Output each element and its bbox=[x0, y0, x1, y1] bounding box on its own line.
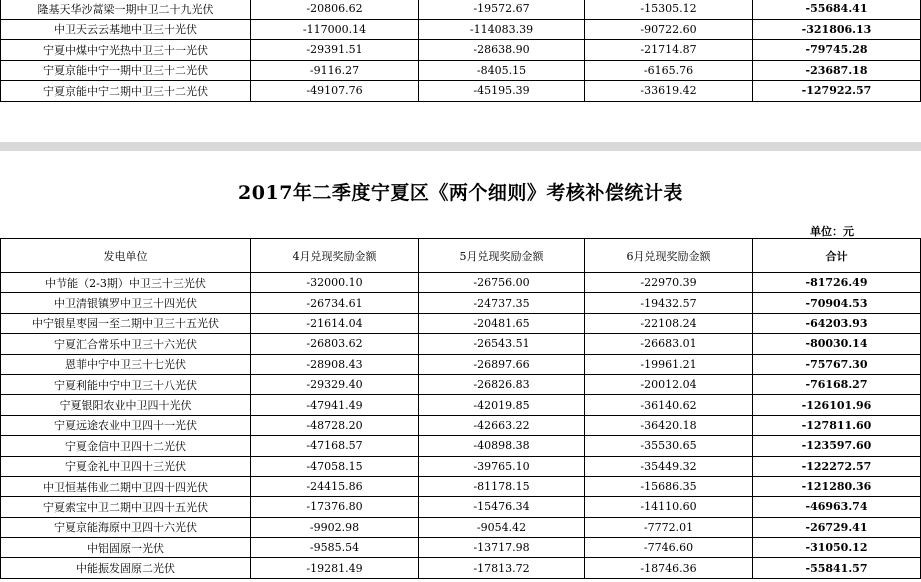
cell-may: -42019.85 bbox=[419, 395, 585, 415]
cell-total: -26729.41 bbox=[753, 517, 921, 537]
header-may: 5月兑现奖励金额 bbox=[419, 239, 585, 273]
cell-april: -17376.80 bbox=[251, 497, 419, 517]
cell-april: -9585.54 bbox=[251, 538, 419, 558]
cell-total: -55684.41 bbox=[753, 0, 921, 19]
cell-total: -121280.36 bbox=[753, 476, 921, 496]
table-row bbox=[1, 354, 921, 374]
cell-may: -114083.39 bbox=[419, 19, 585, 40]
cell-unit: 宁夏京能中宁二期中卫三十二光伏 bbox=[1, 81, 251, 102]
cell-may: -40898.38 bbox=[419, 436, 585, 456]
cell-unit: 宁夏京能中宁一期中卫三十二光伏 bbox=[1, 60, 251, 81]
header-row bbox=[1, 239, 921, 273]
cell-total: -79745.28 bbox=[753, 40, 921, 61]
cell-may: -81178.15 bbox=[419, 476, 585, 496]
cell-unit: 中铝固原一光伏 bbox=[1, 538, 251, 558]
table-title: 2017年二季度宁夏区《两个细则》考核补偿统计表 bbox=[238, 182, 683, 204]
table-row bbox=[1, 0, 921, 19]
table-row bbox=[1, 81, 921, 102]
cell-may: -8405.15 bbox=[419, 60, 585, 81]
cell-total: -123597.60 bbox=[753, 436, 921, 456]
cell-total: -76168.27 bbox=[753, 374, 921, 394]
cell-total: -31050.12 bbox=[753, 538, 921, 558]
cell-may: -9054.42 bbox=[419, 517, 585, 537]
cell-april: -47058.15 bbox=[251, 456, 419, 476]
cell-june: -15305.12 bbox=[585, 0, 753, 19]
compensation-table bbox=[0, 238, 921, 579]
table-row bbox=[1, 476, 921, 496]
cell-june: -7746.60 bbox=[585, 538, 753, 558]
cell-june: -36140.62 bbox=[585, 395, 753, 415]
cell-april: -47168.57 bbox=[251, 436, 419, 456]
table-row bbox=[1, 313, 921, 333]
cell-june: -90722.60 bbox=[585, 19, 753, 40]
cell-unit: 宁夏远途农业中卫四十一光伏 bbox=[1, 415, 251, 435]
cell-june: -22108.24 bbox=[585, 313, 753, 333]
cell-may: -26826.83 bbox=[419, 374, 585, 394]
cell-june: -22970.39 bbox=[585, 273, 753, 293]
header-total: 合计 bbox=[753, 239, 921, 273]
cell-unit: 中卫天云云基地中卫三十光伏 bbox=[1, 19, 251, 40]
cell-unit: 中宁银星枣园一至二期中卫三十五光伏 bbox=[1, 313, 251, 333]
table-row bbox=[1, 334, 921, 354]
cell-unit: 中能振发固原二光伏 bbox=[1, 558, 251, 578]
cell-unit: 恩菲中宁中卫三十七光伏 bbox=[1, 354, 251, 374]
cell-june: -18746.36 bbox=[585, 558, 753, 578]
cell-unit: 宁夏金礼中卫四十三光伏 bbox=[1, 456, 251, 476]
cell-unit: 宁夏京能海原中卫四十六光伏 bbox=[1, 517, 251, 537]
cell-june: -33619.42 bbox=[585, 81, 753, 102]
cell-unit: 中节能（2-3期）中卫三十三光伏 bbox=[1, 273, 251, 293]
cell-april: -29391.51 bbox=[251, 40, 419, 61]
cell-june: -35449.32 bbox=[585, 456, 753, 476]
cell-may: -26756.00 bbox=[419, 273, 585, 293]
cell-april: -47941.49 bbox=[251, 395, 419, 415]
table-row bbox=[1, 374, 921, 394]
cell-april: -28908.43 bbox=[251, 354, 419, 374]
cell-june: -7772.01 bbox=[585, 517, 753, 537]
cell-june: -36420.18 bbox=[585, 415, 753, 435]
cell-may: -42663.22 bbox=[419, 415, 585, 435]
cell-unit: 宁夏利能中宁中卫三十八光伏 bbox=[1, 374, 251, 394]
cell-april: -32000.10 bbox=[251, 273, 419, 293]
cell-april: -9116.27 bbox=[251, 60, 419, 81]
cell-total: -126101.96 bbox=[753, 395, 921, 415]
cell-june: -14110.60 bbox=[585, 497, 753, 517]
cell-june: -21714.87 bbox=[585, 40, 753, 61]
table-row bbox=[1, 415, 921, 435]
cell-may: -24737.35 bbox=[419, 293, 585, 313]
table-row bbox=[1, 538, 921, 558]
table-row bbox=[1, 456, 921, 476]
previous-table-fragment bbox=[0, 0, 921, 102]
cell-june: -6165.76 bbox=[585, 60, 753, 81]
cell-unit: 中卫恒基伟业二期中卫四十四光伏 bbox=[1, 476, 251, 496]
cell-may: -17813.72 bbox=[419, 558, 585, 578]
table-row bbox=[1, 558, 921, 578]
cell-june: -15686.35 bbox=[585, 476, 753, 496]
cell-total: -64203.93 bbox=[753, 313, 921, 333]
cell-total: -80030.14 bbox=[753, 334, 921, 354]
table-row bbox=[1, 60, 921, 81]
cell-total: -70904.53 bbox=[753, 293, 921, 313]
cell-april: -20806.62 bbox=[251, 0, 419, 19]
header-unit: 发电单位 bbox=[1, 239, 251, 273]
cell-unit: 中卫清银镇罗中卫三十四光伏 bbox=[1, 293, 251, 313]
table-row bbox=[1, 293, 921, 313]
cell-april: -48728.20 bbox=[251, 415, 419, 435]
cell-may: -39765.10 bbox=[419, 456, 585, 476]
cell-unit: 宁夏索宝中卫二期中卫四十五光伏 bbox=[1, 497, 251, 517]
cell-april: -49107.76 bbox=[251, 81, 419, 102]
cell-june: -19961.21 bbox=[585, 354, 753, 374]
cell-may: -45195.39 bbox=[419, 81, 585, 102]
cell-total: -23687.18 bbox=[753, 60, 921, 81]
table-row bbox=[1, 436, 921, 456]
cell-unit: 宁夏中煤中宁光热中卫三十一光伏 bbox=[1, 40, 251, 61]
cell-unit: 隆基天华沙蒿梁一期中卫二十九光伏 bbox=[1, 0, 251, 19]
table-row bbox=[1, 497, 921, 517]
cell-april: -9902.98 bbox=[251, 517, 419, 537]
cell-may: -28638.90 bbox=[419, 40, 585, 61]
table-row bbox=[1, 273, 921, 293]
cell-april: -19281.49 bbox=[251, 558, 419, 578]
cell-may: -13717.98 bbox=[419, 538, 585, 558]
cell-unit: 宁夏汇合常乐中卫三十六光伏 bbox=[1, 334, 251, 354]
header-june: 6月兑现奖励金额 bbox=[585, 239, 753, 273]
cell-total: -81726.49 bbox=[753, 273, 921, 293]
cell-april: -21614.04 bbox=[251, 313, 419, 333]
unit-label: 单位：元 bbox=[810, 225, 854, 238]
cell-april: -26734.61 bbox=[251, 293, 419, 313]
cell-unit: 宁夏金信中卫四十二光伏 bbox=[1, 436, 251, 456]
table-row bbox=[1, 395, 921, 415]
cell-april: -24415.86 bbox=[251, 476, 419, 496]
cell-total: -321806.13 bbox=[753, 19, 921, 40]
cell-june: -20012.04 bbox=[585, 374, 753, 394]
cell-june: -26683.01 bbox=[585, 334, 753, 354]
table-body bbox=[1, 273, 921, 579]
header-april: 4月兑现奖励金额 bbox=[251, 239, 419, 273]
cell-total: -122272.57 bbox=[753, 456, 921, 476]
cell-may: -15476.34 bbox=[419, 497, 585, 517]
cell-total: -127922.57 bbox=[753, 81, 921, 102]
cell-total: -75767.30 bbox=[753, 354, 921, 374]
cell-unit: 宁夏银阳农业中卫四十光伏 bbox=[1, 395, 251, 415]
cell-total: -127811.60 bbox=[753, 415, 921, 435]
table-row bbox=[1, 40, 921, 61]
cell-june: -35530.65 bbox=[585, 436, 753, 456]
cell-may: -20481.65 bbox=[419, 313, 585, 333]
table-row bbox=[1, 517, 921, 537]
cell-may: -26543.51 bbox=[419, 334, 585, 354]
cell-april: -117000.14 bbox=[251, 19, 419, 40]
cell-total: -55841.57 bbox=[753, 558, 921, 578]
table-header bbox=[1, 239, 921, 273]
table-row bbox=[1, 19, 921, 40]
cell-may: -26897.66 bbox=[419, 354, 585, 374]
previous-table-body bbox=[1, 0, 921, 101]
page-separator bbox=[0, 142, 921, 151]
cell-may: -19572.67 bbox=[419, 0, 585, 19]
cell-total: -46963.74 bbox=[753, 497, 921, 517]
cell-april: -26803.62 bbox=[251, 334, 419, 354]
cell-april: -29329.40 bbox=[251, 374, 419, 394]
cell-june: -19432.57 bbox=[585, 293, 753, 313]
